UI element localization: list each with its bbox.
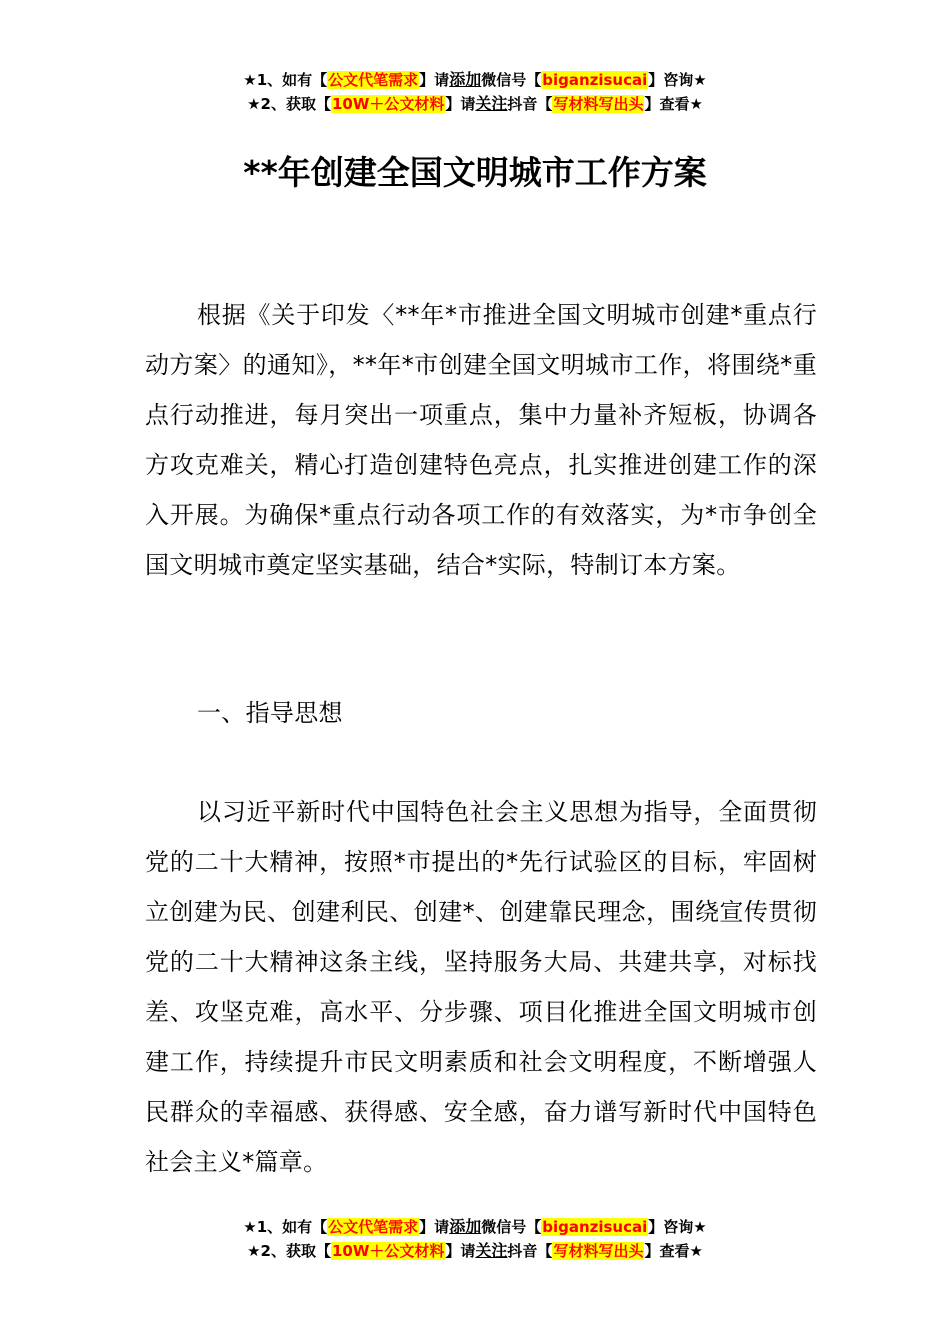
- banner-text: 抖音【: [507, 95, 553, 113]
- banner-emphasis: 关注: [475, 1241, 508, 1260]
- wechat-id-highlight: biganzisucai: [542, 71, 648, 89]
- header-banner: [0, 68, 950, 116]
- banner-text: 抖音【: [507, 1242, 553, 1260]
- footer-banner: [0, 1215, 950, 1263]
- banner-text: 】咨询★: [648, 71, 707, 89]
- banner-highlight: 10W＋公文材料: [331, 1242, 445, 1260]
- banner-highlight: 公文代笔需求: [328, 71, 419, 89]
- banner-text: 】咨询★: [648, 1218, 707, 1236]
- paragraph-intro: 根据《关于印发〈**年*市推进全国文明城市创建*重点行动方案〉的通知》，**年*市创建全国文明城市工作，将围绕*重点行动推进，每月突出一项重点，集中力量补齐短板，协调各方攻克难关，精心打造创建特色亮点，扎实推进创建工作的深入开展。为确保*重点行动各项工作的有效落实，为*市争创全国文明城市奠定坚实基础，结合*实际，特制订本方案。: [145, 301, 817, 579]
- wechat-id-highlight: biganzisucai: [542, 1218, 648, 1236]
- banner-highlight: 10W＋公文材料: [331, 95, 445, 113]
- banner-line-2: [0, 1239, 950, 1263]
- banner-text: 微信号【: [481, 71, 542, 89]
- banner-line-1: [0, 1215, 950, 1239]
- banner-line-2: [0, 92, 950, 116]
- banner-text: ★2、获取【: [247, 1242, 331, 1260]
- banner-text: ★1、如有【: [243, 1218, 328, 1236]
- banner-text: 】查看★: [644, 95, 703, 113]
- banner-text: 】请: [445, 95, 476, 113]
- document-title: **年创建全国文明城市工作方案: [243, 153, 707, 192]
- banner-text: ★2、获取【: [247, 95, 331, 113]
- banner-emphasis: 关注: [475, 94, 508, 113]
- banner-text: 微信号【: [481, 1218, 542, 1236]
- banner-text: 】请: [445, 1242, 476, 1260]
- douyin-id-highlight: 写材料写出头: [553, 95, 644, 113]
- banner-text: 】查看★: [644, 1242, 703, 1260]
- banner-line-1: [0, 68, 950, 92]
- banner-text: ★1、如有【: [243, 71, 328, 89]
- banner-text: 】请: [419, 71, 450, 89]
- paragraph-guiding-ideology: 以习近平新时代中国特色社会主义思想为指导，全面贯彻党的二十大精神，按照*市提出的*先行试验区的目标，牢固树立创建为民、创建利民、创建*、创建靠民理念，围绕宣传贯彻党的二十大精神这条主线，坚持服务大局、共建共享，对标找差、攻坚克难，高水平、分步骤、项目化推进全国文明城市创建工作，持续提升市民文明素质和社会文明程度，不断增强人民群众的幸福感、获得感、安全感，奋力谱写新时代中国特色社会主义*篇章。: [145, 798, 817, 1176]
- banner-emphasis: 添加: [449, 70, 482, 89]
- banner-emphasis: 添加: [449, 1217, 482, 1236]
- section-heading-guiding-ideology: 一、指导思想: [197, 699, 343, 727]
- banner-text: 】请: [419, 1218, 450, 1236]
- douyin-id-highlight: 写材料写出头: [553, 1242, 644, 1260]
- banner-highlight: 公文代笔需求: [328, 1218, 419, 1236]
